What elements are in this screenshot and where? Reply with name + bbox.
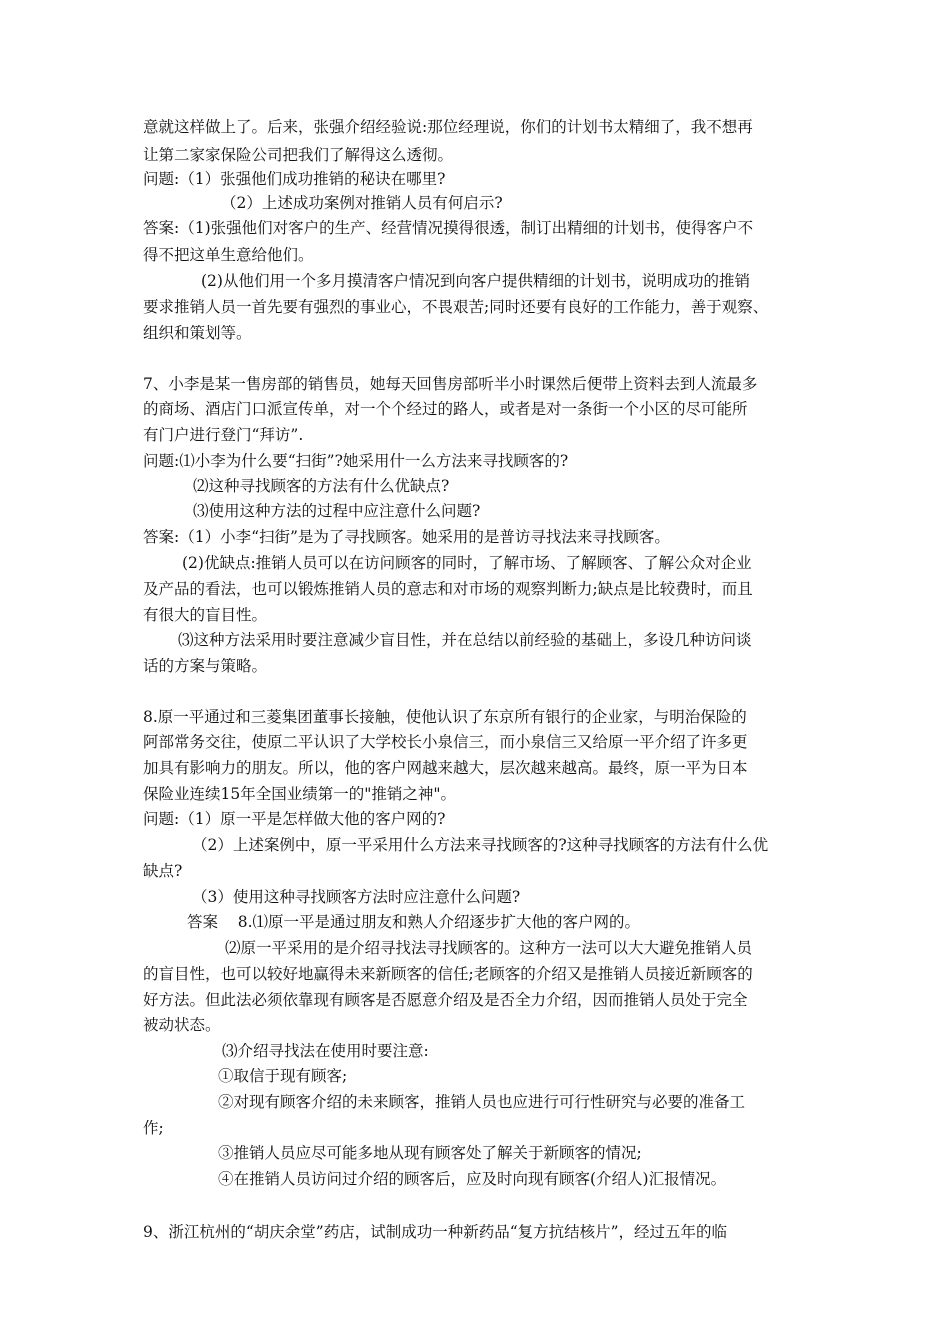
question-line: ⑵这种寻找顾客的方法有什么优缺点? [193,477,450,495]
question-line: （3）使用这种寻找顾客方法时应注意什么问题? [192,888,521,906]
answer-line: 答案 8.⑴原一平是通过朋友和熟人介绍逐步扩大他的客户网的。 [187,913,640,931]
list-item-line: ③推销人员应尽可能多地从现有顾客处了解关于新顾客的情况; [218,1144,642,1162]
text-line: 作; [143,1119,164,1137]
text-line: 阿部常务交往，使原二平认识了大学校长小泉信三，而小泉信三又给原一平介绍了许多更 [143,733,748,751]
list-item-line: ①取信于现有顾客; [218,1067,348,1085]
text-line: 缺点? [143,862,183,880]
answer-line: (2)优缺点:推销人员可以在访问顾客的同时，了解市场、了解顾客、了解公众对企业 [182,554,752,572]
text-line: 要求推销人员一首先要有强烈的事业心，不畏艰苦;同时还要有良好的工作能力，善于观察、 [143,298,769,316]
question-line: 问题:（1）张强他们成功推销的秘诀在哪里? [143,170,446,188]
case-heading-line: 8.原一平通过和三菱集团董事长接触，使他认识了东京所有银行的企业家，与明治保险的 [143,708,747,726]
answer-line: (2)从他们用一个多月摸清客户情况到向客户提供精细的计划书，说明成功的推销 [201,272,750,290]
question-line: 问题:（1）原一平是怎样做大他的客户网的? [143,810,446,828]
text-line: 组织和策划等。 [143,324,252,342]
text-line: 得不把这单生意给他们。 [143,246,314,264]
text-line: 有很大的盲目性。 [143,606,268,624]
text-line: 加具有影响力的朋友。所以，他的客户网越来越大，层次越来越高。最终，原一平为日本 [143,759,748,777]
question-line: 问题:⑴小李为什么要“扫街”?她采用什一么方法来寻找顾客的? [143,452,569,470]
text-line: 让第二家家保险公司把我们了解得这么透彻。 [143,146,454,164]
text-line: 及产品的看法，也可以锻炼推销人员的意志和对市场的观察判断力;缺点是比较费时，而且 [143,580,753,598]
text-line: 被动状态。 [143,1016,221,1034]
list-item-line: ②对现有顾客介绍的未来顾客，推销人员也应进行可行性研究与必要的准备工 [218,1093,746,1111]
answer-line: ⑵原一平采用的是介绍寻找法寻找顾客的。这种方一法可以大大避免推销人员 [225,939,753,957]
case-heading-line: 7、小李是某一售房部的销售员，她每天回售房部听半小时课然后便带上资料去到人流最多 [143,375,758,393]
question-line: （2）上述成功案例对推销人员有何启示? [221,194,503,212]
answer-line: ⑶介绍寻找法在使用时要注意: [222,1042,429,1060]
answer-line: ⑶这种方法采用时要注意减少盲目性，并在总结以前经验的基础上，多设几种访问谈 [178,631,752,649]
question-line: ⑶使用这种方法的过程中应注意什么问题? [193,502,481,520]
answer-line: 答案:（1）小李“扫街”是为了寻找顾客。她采用的是普访寻找法来寻找顾客。 [143,528,670,546]
answer-line: 答案:（1)张强他们对客户的生产、经营情况摸得很透，制订出精细的计划书，使得客户不 [143,219,754,237]
text-line: 的商场、酒店门口派宣传单，对一个个经过的路人，或者是对一条街一个小区的尽可能所 [143,400,748,418]
question-line: （2）上述案例中，原一平采用什么方法来寻找顾客的?这种寻找顾客的方法有什么优 [192,836,769,854]
text-line: 有门户进行登门“拜访”. [143,426,304,444]
text-line: 的盲目性，也可以较好地赢得未来新顾客的信任;老顾客的介绍又是推销人员接近新顾客的 [143,965,753,983]
text-line: 话的方案与策略。 [143,657,268,675]
case-heading-line: 9、浙江杭州的“胡庆余堂”药店，试制成功一种新药品“复方抗结核片”，经过五年的临 [143,1223,728,1241]
text-line: 意就这样做上了。后来，张强介绍经验说:那位经理说，你们的计划书太精细了，我不想再 [143,118,753,136]
list-item-line: ④在推销人员访问过介绍的顾客后，应及时向现有顾客(介绍人)汇报情况。 [218,1170,727,1188]
text-line: 好方法。但此法必须依靠现有顾客是否愿意介绍及是否全力介绍，因而推销人员处于完全 [143,991,748,1009]
text-line: 保险业连续15年全国业绩第一的"推销之神"。 [143,785,456,803]
